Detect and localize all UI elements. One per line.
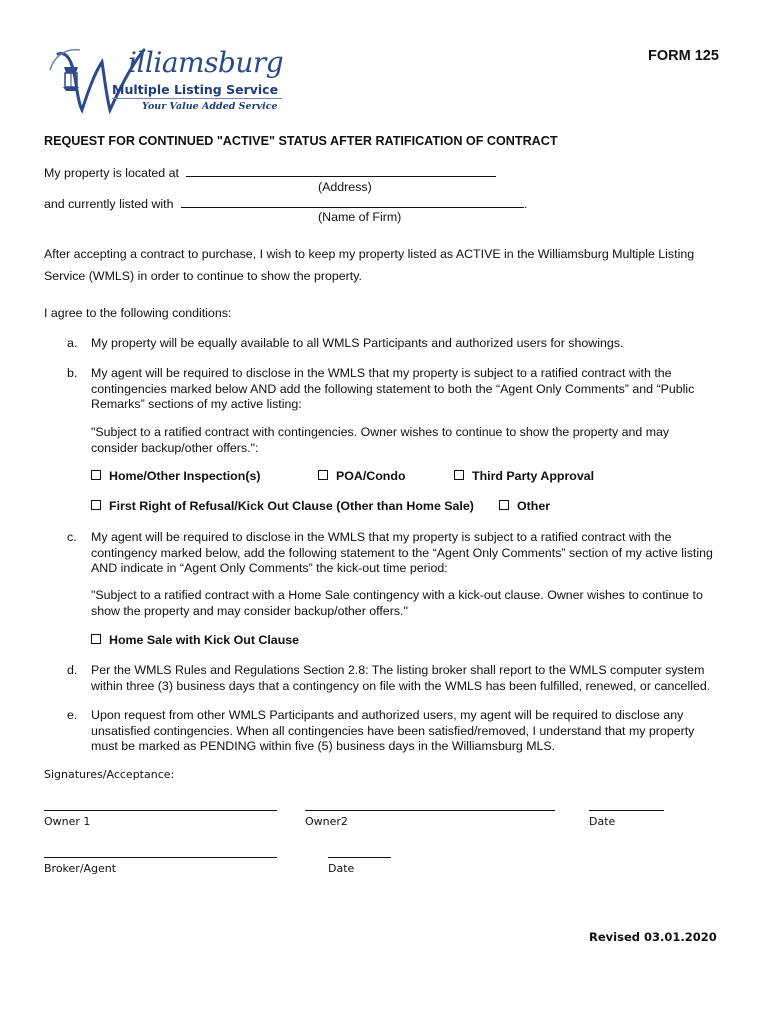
firm-field[interactable] [181,195,524,208]
agree-text: I agree to the following conditions: [44,306,232,320]
condition-a-text: My property will be equally available to all WMLS Participants and authorized users for showings. [91,336,624,350]
condition-e-line: unsatisfied contingencies. When all contingencies have been satisfied/removed, I understand that my property [91,723,695,738]
condition-c-line: My agent will be required to disclose in the WMLS that my property is subject to a ratified contract with the [91,530,672,544]
intro-line-2: Service (WMLS) in order to continue to show the property. [44,269,362,283]
condition-b-line: Remarks” sections of my active listing: [91,397,302,411]
broker-label: Broker/Agent [44,862,117,875]
condition-e-line: Upon request from other WMLS Participants and authorized users, my agent will be required to disclose any [91,708,684,722]
quote-line: consider backup/other offers.": [91,440,259,455]
owner1-label: Owner 1 [44,815,91,828]
condition-c-text [91,530,731,577]
quote-line: "Subject to a ratified contract with contingencies. Owner wishes to continue to show the property and may [91,425,670,439]
condition-a-marker: a. [67,336,78,350]
condition-d-line: Per the WMLS Rules and Regulations Section 2.8: The listing broker shall report to the WMLS computer system [91,663,705,677]
form-title: REQUEST FOR CONTINUED "ACTIVE" STATUS AFTER RATIFICATION OF CONTRACT [44,134,558,148]
logo-underline [112,98,282,99]
intro-line-1: After accepting a contract to purchase, I wish to keep my property listed as ACTIVE in the Williamsburg Multiple Listing [44,247,695,261]
form-number: FORM 125 [648,48,719,64]
date2-line[interactable] [328,857,391,858]
option-label: Third Party Approval [472,469,595,483]
firm-row [44,195,527,212]
option-third-party[interactable] [454,469,594,483]
condition-c-line: AND indicate in “Agent Only Comments” the kick-out time period: [91,561,448,575]
condition-e-text [91,708,731,755]
address-caption: (Address) [318,180,372,194]
address-label: My property is located at [44,166,179,180]
condition-b-line: My agent will be required to disclose in the WMLS that my property is subject to a ratified contract with the [91,366,672,380]
condition-b-quote [91,425,731,456]
condition-c-marker: c. [67,530,77,544]
condition-b-line: contingencies marked below AND add the following statement to both the “Agent Only Comments” and “Public [91,381,695,396]
checkbox[interactable] [91,470,101,480]
condition-b-text [91,366,731,413]
option-first-right[interactable] [91,499,474,513]
option-poa-condo[interactable] [318,469,406,483]
date1-line[interactable] [589,810,664,811]
condition-d-marker: d. [67,663,78,677]
checkbox[interactable] [91,634,101,644]
checkbox[interactable] [318,470,328,480]
condition-c-quote [91,588,731,619]
option-label: First Right of Refusal/Kick Out Clause (Other than Home Sale) [109,499,474,513]
date2-label: Date [328,862,355,875]
signatures-heading: Signatures/Acceptance: [44,768,175,781]
option-home-sale[interactable] [91,633,299,647]
condition-e-line: must be marked as PENDING within five (5) business days in the Williamsburg MLS. [91,739,556,753]
option-label: Home Sale with Kick Out Clause [109,633,300,647]
condition-c-line: contingency marked below, add the following statement to the “Agent Only Comments” section of my active listing [91,545,713,560]
revised-date: Revised 03.01.2020 [589,930,717,944]
owner2-label: Owner2 [305,815,348,828]
checkbox[interactable] [91,500,101,510]
checkbox[interactable] [499,500,509,510]
checkbox[interactable] [454,470,464,480]
quote-line: "Subject to a ratified contract with a Home Sale contingency with a kick-out clause. Owner wishes to continue to [91,588,703,602]
condition-d-line: within three (3) business days that a contingency on file with the WMLS has been fulfilled, renewed, or cancelled. [91,678,711,693]
address-field[interactable] [186,164,496,177]
address-row [44,164,496,181]
logo [40,40,285,118]
broker-signature-line[interactable] [44,857,277,858]
condition-b-marker: b. [67,366,78,380]
owner2-signature-line[interactable] [305,810,555,811]
option-label: POA/Condo [336,469,406,483]
logo-service: Multiple Listing Service [112,82,279,97]
date1-label: Date [589,815,616,828]
owner1-signature-line[interactable] [44,810,277,811]
option-label: Home/Other Inspection(s) [109,469,261,483]
logo-tagline: Your Value Added Service [142,101,278,112]
firm-trail: . [523,197,528,211]
option-other[interactable] [499,499,550,513]
firm-caption: (Name of Firm) [318,210,402,224]
logo-name: illiamsburg [128,46,284,79]
firm-label: and currently listed with [44,197,174,211]
condition-d-text [91,663,731,694]
condition-e-marker: e. [67,708,78,722]
option-home-inspection[interactable] [91,469,260,483]
option-label: Other [517,499,551,513]
quote-line: show the property and may consider backup/other offers." [91,603,408,618]
